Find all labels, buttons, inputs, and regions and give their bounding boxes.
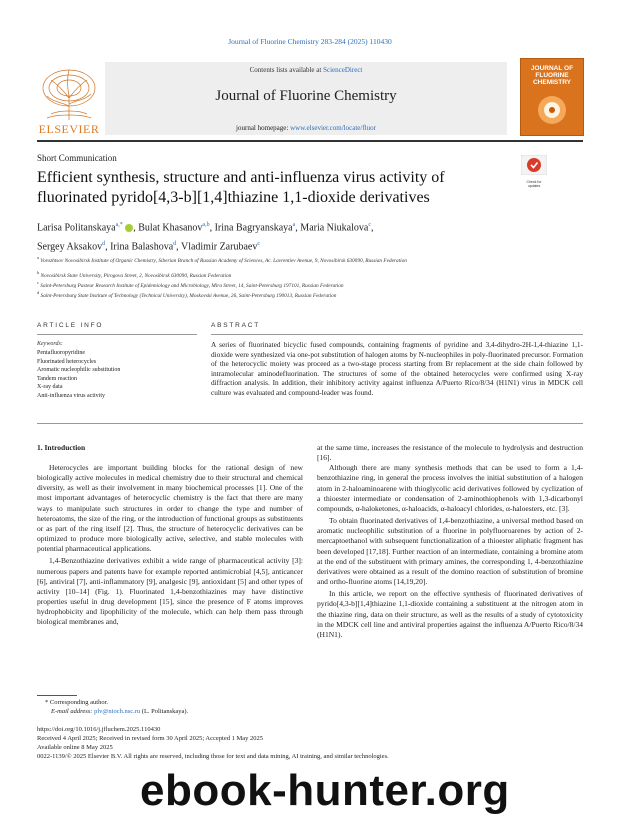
footnote-rule	[37, 695, 77, 696]
homepage-link[interactable]: www.elsevier.com/locate/fluor	[290, 124, 376, 132]
contents-prefix: Contents lists available at	[249, 66, 324, 74]
keyword-item: Aromatic nucleophilic substitution	[37, 367, 121, 374]
journal-citation[interactable]: Journal of Fluorine Chemistry 283-284 (2025) 110430	[228, 37, 392, 46]
affiliation-text: Novosibirsk State University, Pirogova Street, 2, Novosibirsk 630090, Russian Federation	[40, 272, 232, 279]
body-right-column	[317, 443, 583, 640]
abstract-bottom-rule	[37, 423, 583, 424]
affiliation-text: Saint-Petersburg Pasteur Research Institute of Epidemiology and Microbiology, Mira Street, 14, Saint-Petersburg 197101, Russian Federation	[40, 282, 344, 289]
affiliation-text: Vorozhtsov Novosibirsk Institute of Organic Chemistry, Siberian Branch of Russian Academy of Sciences, Ac. Lavrentiev Avenue, 9, Novosibirsk 630090, Russian Federation	[40, 257, 407, 264]
article-title: Efficient synthesis, structure and anti-influenza virus activity of fluorinated pyrido[4,3-b][1,4]thiazine 1,1-dioxide derivatives	[37, 169, 445, 206]
author-affil-sup[interactable]: d	[102, 241, 106, 248]
doi-link[interactable]: https://doi.org/10.1016/j.jfluchem.2025.110430	[37, 726, 161, 733]
keywords-label: Keywords:	[37, 341, 63, 347]
homepage-line	[105, 124, 507, 132]
body-left-column	[37, 463, 303, 628]
body-paragraph: 1,4-Benzothiazine derivatives exhibit a wide range of pharmaceutical activity [3]: numerous papers and patents have for example reported antimicrobial [4,5], anticancer [6], antiviral [7], anti-inflammatory [9], analgesic [9], antioxidant [5] and other types of activity [10–14] (Fig. 1). Fluorinated 1,4-benzothiazines may have distinctive properties useful in drug development [15], since the presence of F atoms improves hydrophobicity and lipophilicity of the molecule, which can help them pass through biological membranes and,	[37, 556, 303, 627]
body-paragraph: Although there are many synthesis methods that can be used to form a 1,4-benzothiazine ring, in general the process involves the initial substitution of a halogen atom in 2-haloaminoarene with thioglycolic acid derivatives followed by cyclization of a thioester intermediate or condensation of 2-aminothiophenols with 1,3-dicarbonyl compounds, α-haloketones, α-haloacids, α-haloacyl chlorides, α-haloesters, etc. [3].	[317, 463, 583, 513]
author-name[interactable]: Irina Balashova	[110, 241, 174, 253]
abstract-rule	[211, 334, 583, 335]
author-line-1	[37, 217, 583, 236]
author-separator: ,	[105, 241, 111, 253]
author-name[interactable]: Bulat Khasanov	[138, 222, 203, 234]
corresponding-author-note: * Corresponding author.	[45, 699, 109, 706]
author-affil-sup[interactable]: c	[257, 241, 260, 248]
author-separator: ,	[133, 222, 139, 234]
elsevier-logo	[37, 62, 101, 135]
cover-art-icon	[535, 93, 569, 127]
email-suffix: (L. Politanskaya).	[140, 708, 189, 715]
journal-title: Journal of Fluorine Chemistry	[215, 88, 397, 104]
author-separator: ,	[209, 222, 215, 234]
affiliation-d	[37, 289, 583, 300]
affiliation-sup: c	[37, 280, 39, 285]
homepage-prefix: journal homepage:	[236, 124, 291, 132]
article-type: Short Communication	[37, 153, 117, 163]
email-line	[51, 708, 188, 717]
copyright-line: 0022-1139/© 2025 Elsevier B.V. All rights are reserved, including those for text and data mining, AI training, and similar technologies.	[37, 753, 389, 760]
check-for-updates-label: Check for updates	[526, 180, 542, 188]
keywords-list	[37, 349, 202, 401]
cover-title: JOURNAL OF FLUORINE CHEMISTRY	[530, 65, 574, 86]
author-name[interactable]: Irina Bagryanskaya	[214, 222, 293, 234]
author-affil-sup[interactable]: a,*	[115, 222, 123, 228]
author-name[interactable]: Maria Niukalova	[300, 222, 369, 234]
header-rule	[37, 140, 583, 142]
body-paragraph: In this article, we report on the effective synthesis of fluorinated derivatives of pyrido[4,3-b][1,4]thiazine 1,1-dioxide containing a substituent at the nitrogen atom in the thiazine ring, data on their structure, as well as the results of a study of cytotoxicity in the MDCK cell line and antiviral properties against the influenza A/Puerto Rico/8/34 (H1N1).	[317, 589, 583, 639]
affiliation-sup: d	[37, 290, 40, 295]
author-separator: ,	[176, 241, 181, 253]
keyword-item: Tandem reaction	[37, 375, 78, 382]
journal-cover-thumbnail	[520, 58, 584, 136]
keyword-item: Fluorinated heterocycles	[37, 358, 97, 365]
sciencedirect-link[interactable]: ScienceDirect	[323, 66, 363, 74]
body-paragraph: To obtain fluorinated derivatives of 1,4-benzothiazine, a universal method based on aromatic nucleophilic substitution of a fluorine in polyfluoroarenes by action of 2-mercaptoethanol with subsequent functionalization of a thioester aliphatic fragment has been developed [17,18]. Further reaction of an intermediate, containing a bromine atom at the end of the substituent with primary amines, the corresponding 1, 4-benzothiazine derivatives were obtained as a result of the domino reaction of substitution of bromine and ortho-fluorine atoms [14,19,20].	[317, 516, 583, 587]
body-paragraph: at the same time, increases the resistance of the molecule to hydrolysis and destruction [16].	[317, 443, 583, 463]
author-list	[37, 217, 583, 256]
affiliation-sup: b	[37, 270, 40, 275]
author-line-2	[37, 236, 583, 255]
contents-line	[105, 66, 507, 74]
author-affil-sup[interactable]: c	[368, 222, 372, 228]
section-heading-introduction: 1. Introduction	[37, 443, 86, 452]
author-affil-sup[interactable]: a,b	[202, 222, 210, 228]
body-paragraph: Heterocycles are important building blocks for the rational design of new biologically active molecules in medical chemistry due to their structural and chemical diversity, as well as their involvement in many biochemical processes [1]. One of the most important advantages of heterocyclic chemistry is the fact that there are many ways to manipulate such structures in order to change the type and number of heteroatoms, the size of the ring, or the introduction of functional groups as substituents or as part of the ring itself [2]. Thus, the structure of heterocyclic derivatives can be optimized to produce more biologically active, selective, and stable molecules with potential pharmaceutical applications.	[37, 463, 303, 554]
article-info-rule	[37, 334, 197, 335]
keyword-item: Pentafluoropyridine	[37, 350, 85, 356]
author-affil-sup[interactable]: a	[292, 222, 296, 228]
received-dates: Received 4 April 2025; Received in revised form 30 April 2025; Accepted 1 May 2025	[37, 735, 264, 742]
publisher-name: ELSEVIER	[38, 122, 100, 136]
article-info-heading: ARTICLE INFO	[37, 322, 104, 329]
author-name[interactable]: Larisa Politanskaya	[37, 222, 116, 234]
keyword-item: Anti-influenza virus activity	[37, 392, 105, 399]
check-for-updates-icon	[521, 155, 547, 175]
abstract-heading: ABSTRACT	[211, 322, 261, 329]
author-name[interactable]: Vladimir Zarubaev	[180, 241, 258, 253]
author-separator: ,	[371, 222, 374, 234]
abstract-text: A series of fluorinated bicyclic fused compounds, containing fragments of pyridine and 3,4-dihydro-2H-1,4-thiazine 1,1-dioxide were synthesized via one-pot substitution of halogen atoms by N-nucleophiles in poly-fluorinated precursor. Formation of the heterocyclic moiety was proceed as a two-stage process starting from Br replacement at the side chain followed by intramolecular aminodefluorination. The structures of some of the obtained heterocycles were confirmed using X-ray diffraction analysis. In addition, their inhibitory activity against influenza A/Puerto Rico/8/34 (H1N1) virus in MDCK cell culture was evaluated and compound-leader was found.	[211, 340, 583, 397]
check-for-updates-badge[interactable]	[521, 155, 547, 188]
affiliation-text: Saint-Petersburg State Institute of Technology (Technical University), Moskovski Avenue, 26, Saint-Petersburg 190013, Russian Federation	[40, 292, 337, 299]
author-affil-sup[interactable]: d	[173, 241, 177, 248]
affiliation-sup: a	[37, 255, 39, 260]
affiliation-a	[37, 254, 583, 265]
email-link[interactable]: plv@nioch.nsc.ru	[94, 708, 141, 715]
watermark: ebook-hunter.org	[140, 766, 510, 815]
keyword-item: X-ray data	[37, 384, 63, 391]
available-online: Available online 8 May 2025	[37, 744, 113, 751]
email-label: E-mail address:	[51, 708, 95, 715]
author-separator: ,	[295, 222, 301, 234]
author-name[interactable]: Sergey Aksakov	[37, 241, 103, 253]
